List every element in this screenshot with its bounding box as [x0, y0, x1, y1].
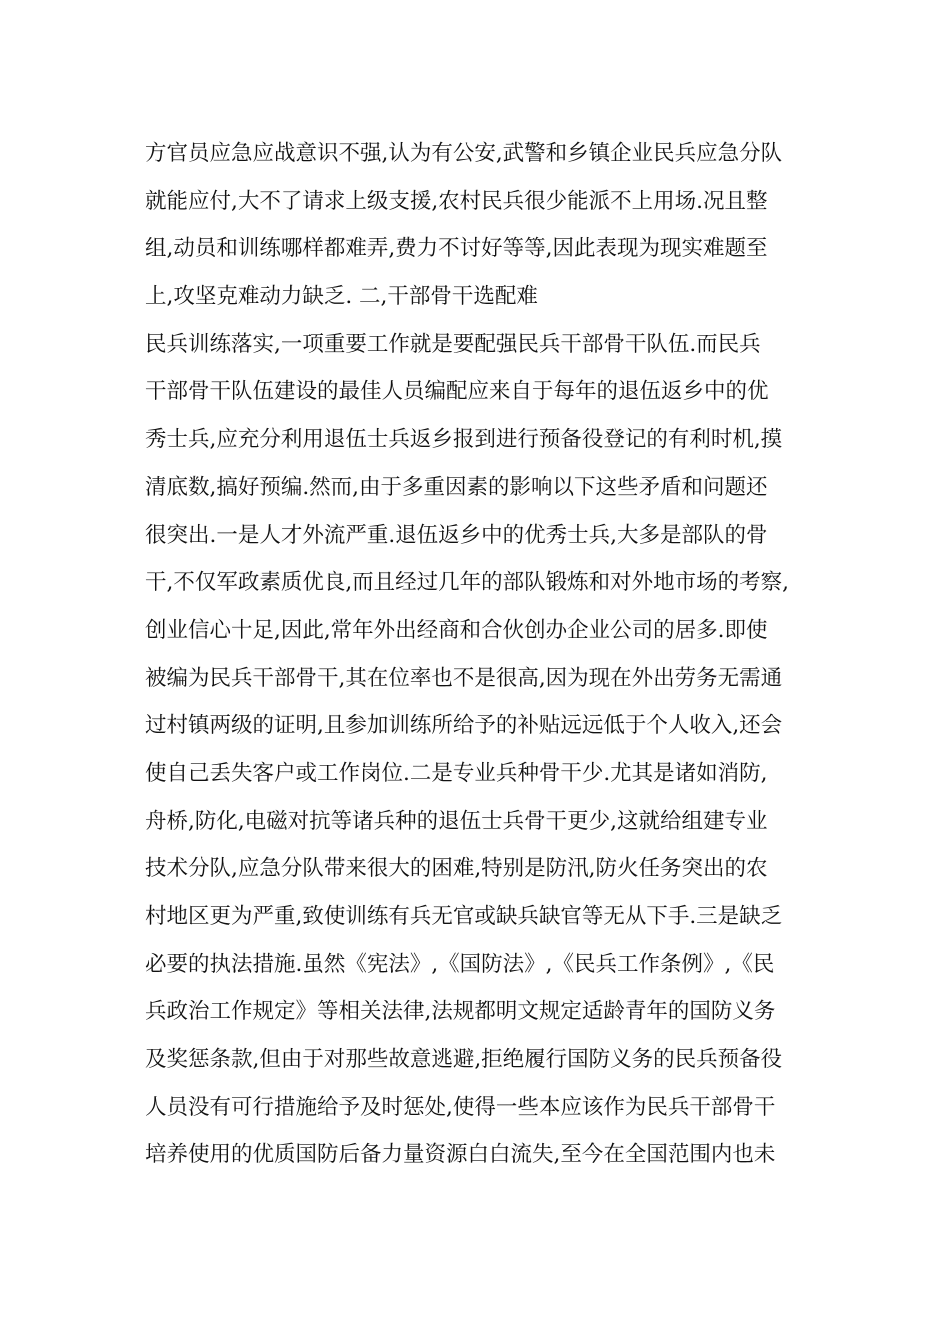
text-line: 使自己丢失客户或工作岗位.二是专业兵种骨干少.尤其是诸如消防,	[145, 760, 768, 786]
text-line: 技术分队,应急分队带来很大的困难,特别是防汛,防火任务突出的农	[145, 856, 768, 882]
body-text	[145, 130, 815, 1179]
text-line: 干部骨干队伍建设的最佳人员编配应来自于每年的退伍返乡中的优	[145, 379, 769, 405]
text-line: 及奖惩条款,但由于对那些故意逃避,拒绝履行国防义务的民兵预备役	[145, 1047, 783, 1073]
text-line: 方官员应急应战意识不强,认为有公安,武警和乡镇企业民兵应急分队	[145, 141, 783, 166]
text-line: 组,动员和训练哪样都难弄,费力不讨好等等,因此表现为现实难题至	[145, 236, 768, 262]
text-line: 清底数,搞好预编.然而,由于多重因素的影响以下这些矛盾和问题还	[145, 474, 768, 500]
text-line: 就能应付,大不了请求上级支援,农村民兵很少能派不上用场.况且整	[145, 188, 768, 214]
text-line: 上,攻坚克难动力缺乏. 二,干部骨干选配难	[145, 284, 538, 310]
text-line: 秀士兵,应充分利用退伍士兵返乡报到进行预备役登记的有利时机,摸	[145, 427, 783, 453]
text-line: 人员没有可行措施给予及时惩处,使得一些本应该作为民兵干部骨干	[145, 1094, 776, 1120]
text-line: 培养使用的优质国防后备力量资源白白流失,至今在全国范围内也未	[145, 1142, 776, 1168]
text-line: 兵政治工作规定》等相关法律,法规都明文规定适龄青年的国防义务	[145, 999, 776, 1025]
text-line: 很突出.一是人才外流严重.退伍返乡中的优秀士兵,大多是部队的骨	[145, 522, 768, 548]
text-line: 必要的执法措施.虽然《宪法》,《国防法》,《民兵工作条例》,《民	[145, 951, 775, 977]
text-line: 民兵训练落实,一项重要工作就是要配强民兵干部骨干队伍.而民兵	[145, 331, 761, 357]
text-line: 创业信心十足,因此,常年外出经商和合伙创办企业公司的居多.即使	[145, 617, 768, 643]
text-line: 舟桥,防化,电磁对抗等诸兵种的退伍士兵骨干更少,这就给组建专业	[145, 808, 768, 834]
text-line: 被编为民兵干部骨干,其在位率也不是很高,因为现在外出劳务无需通	[145, 665, 783, 691]
text-line: 村地区更为严重,致使训练有兵无官或缺兵缺官等无从下手.三是缺乏	[145, 904, 783, 929]
text-line: 过村镇两级的证明,且参加训练所给予的补贴远远低于个人收入,还会	[145, 713, 783, 739]
text-line: 干,不仅军政素质优良,而且经过几年的部队锻炼和对外地市场的考察,	[145, 570, 790, 596]
